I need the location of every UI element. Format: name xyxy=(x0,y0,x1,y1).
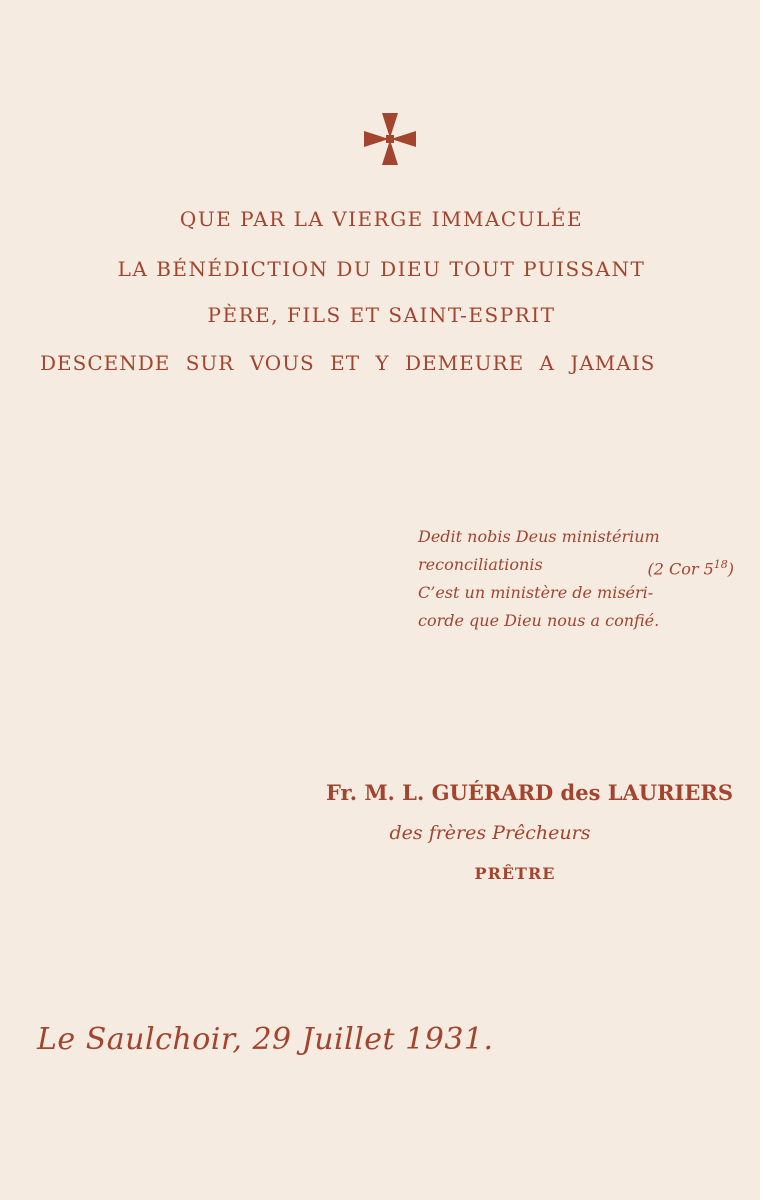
maltese-cross-icon xyxy=(362,111,418,167)
invocation-line-3: PÈRE, FILS ET SAINT-ESPRIT xyxy=(207,303,556,327)
quote-line-2 xyxy=(418,553,734,581)
quote-line-2-text: reconciliationis xyxy=(418,555,543,574)
scripture-reference xyxy=(647,553,734,581)
reference-verse: 18 xyxy=(713,558,728,571)
reference-close: ) xyxy=(727,559,734,579)
invocation-line-1: QUE PAR LA VIERGE IMMACULÉE xyxy=(179,207,584,231)
invocation-line-2: LA BÉNÉDICTION DU DIEU TOUT PUISSANT xyxy=(117,257,646,281)
reference-open: (2 Cor 5 xyxy=(647,559,714,579)
quote-line-3: C’est un ministère de miséri- xyxy=(418,583,654,602)
quote-line-4: corde que Dieu nous a confié. xyxy=(418,611,660,630)
signatory-name: Fr. M. L. GUÉRARD des LAURIERS xyxy=(326,780,733,805)
religious-order: des frères Prêcheurs xyxy=(389,822,591,844)
place-and-date: Le Saulchoir, 29 Juillet 1931. xyxy=(37,1022,494,1057)
invocation-line-4: DESCENDE SUR VOUS ET Y DEMEURE A JAMAIS xyxy=(40,351,656,375)
quote-line-1: Dedit nobis Deus ministérium xyxy=(418,527,660,546)
signatory-title: PRÊTRE xyxy=(474,864,556,883)
